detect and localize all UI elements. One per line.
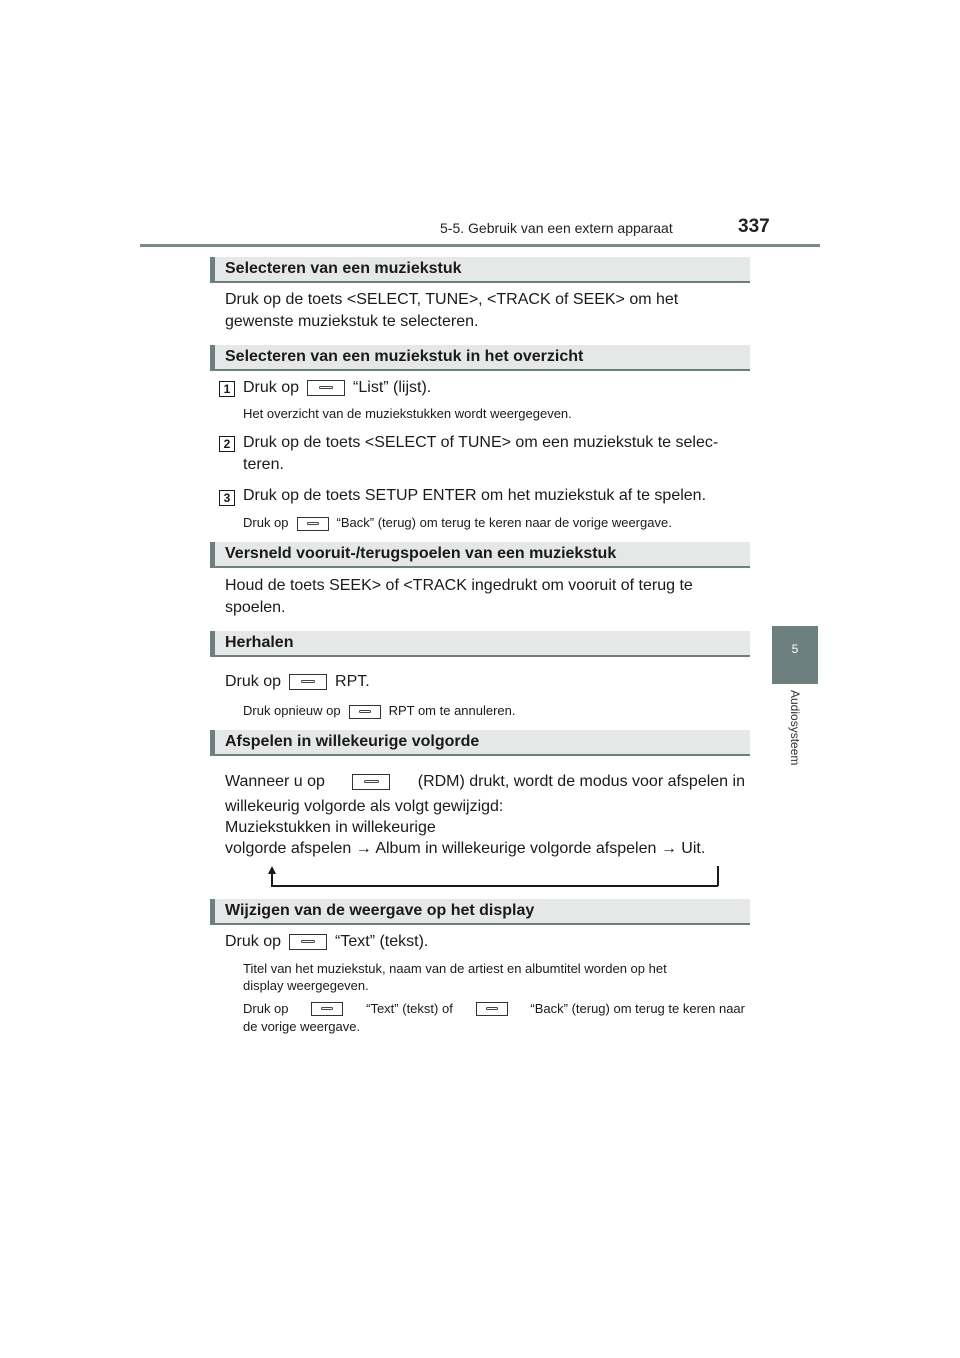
loop-right-line — [717, 866, 719, 886]
note — [243, 702, 516, 719]
note-suffix: “Back” (terug) om terug te keren naar de vorige weergave. — [336, 515, 672, 530]
step-text-suffix: “List” (lijst). — [353, 379, 432, 396]
section-title-bar — [210, 542, 750, 568]
section-title-bar — [210, 345, 750, 371]
loop-arrow-head — [268, 866, 276, 874]
note-suffix: “Back” (terug) om terug te keren naar — [530, 1001, 745, 1016]
paragraph-suffix: RPT. — [335, 673, 370, 690]
paragraph-prefix: Wanneer u op — [225, 773, 325, 790]
paragraph-line: Muziekstukken in willekeurige — [225, 819, 436, 836]
screen-button-icon — [297, 517, 329, 531]
paragraph-prefix: Druk op — [225, 933, 282, 950]
paragraph — [225, 671, 370, 693]
step-text-continuation: teren. — [243, 456, 284, 473]
page-number: 337 — [738, 216, 770, 237]
paragraph-prefix: Druk op — [225, 673, 282, 690]
step-number: 2 — [219, 436, 235, 452]
paragraph-line: willekeurig volgorde als volgt gewijzigd: — [225, 798, 504, 815]
note: Titel van het muziekstuk, naam van de artiest en albumtitel worden op het — [243, 961, 667, 976]
note-continuation: de vorige weergave. — [243, 1019, 361, 1034]
paragraph-line: volgorde afspelen → Album in willekeurige volgorde afspelen → Uit. — [225, 840, 706, 857]
step-number: 1 — [219, 381, 235, 397]
section-title: Afspelen in willekeurige volgorde — [225, 733, 480, 750]
section-title: Versneld vooruit-/terugspoelen van een muziekstuk — [225, 545, 617, 562]
section-title-bar — [210, 730, 750, 756]
screen-button-icon — [311, 1002, 343, 1016]
screen-button-icon — [289, 934, 327, 950]
note-suffix: RPT om te annuleren. — [388, 703, 516, 718]
paragraph — [225, 931, 428, 953]
section-heading: 5-5. Gebruik van een extern apparaat — [440, 220, 673, 236]
header-divider — [140, 244, 820, 247]
section-title-bar — [210, 631, 750, 657]
paragraph: Druk op de toets <SELECT, TUNE>, <TRACK of SEEK> om het — [225, 291, 679, 308]
loop-bottom-line — [271, 885, 718, 887]
section-title-bar — [210, 899, 750, 925]
note-prefix: Druk opnieuw op — [243, 703, 341, 718]
step-text: Druk op de toets SETUP ENTER om het muziekstuk af te spelen. — [243, 487, 707, 504]
note-prefix: Druk op — [243, 1001, 289, 1016]
paragraph-suffix: (RDM) drukt, wordt de modus voor afspelen in — [417, 773, 745, 790]
section-title: Wijzigen van de weergave op het display — [225, 902, 535, 919]
loop-arrow-shaft — [271, 872, 273, 886]
chapter-label: Audiosysteem — [788, 690, 802, 766]
note — [243, 1000, 745, 1017]
note-prefix: Druk op — [243, 515, 289, 530]
screen-button-icon — [476, 1002, 508, 1016]
paragraph-continuation: gewenste muziekstuk te selecteren. — [225, 313, 479, 330]
note-continuation: display weergegeven. — [243, 978, 369, 993]
step-text-prefix: Druk op — [243, 379, 300, 396]
screen-button-icon — [349, 705, 381, 719]
section-title-bar — [210, 257, 750, 283]
screen-button-icon — [307, 380, 345, 396]
chapter-label-container — [786, 690, 806, 810]
step-note: Het overzicht van de muziekstukken wordt weergegeven. — [243, 406, 572, 421]
step-number: 3 — [219, 490, 235, 506]
step-text: Druk op de toets <SELECT of TUNE> om een muziekstuk te selec- — [243, 434, 719, 451]
chapter-tab: 5 — [772, 626, 818, 684]
section-title: Herhalen — [225, 634, 294, 651]
paragraph — [225, 771, 745, 793]
note-middle: “Text” (tekst) of — [366, 1001, 453, 1016]
screen-button-icon — [289, 674, 327, 690]
section-title: Selecteren van een muziekstuk — [225, 260, 462, 277]
paragraph: Houd de toets SEEK> of <TRACK ingedrukt om vooruit of terug te — [225, 577, 693, 594]
section-title: Selecteren van een muziekstuk in het overzicht — [225, 348, 584, 365]
step-note — [243, 514, 672, 531]
paragraph-continuation: spoelen. — [225, 599, 286, 616]
screen-button-icon — [352, 774, 390, 790]
step-text — [243, 377, 431, 399]
paragraph-suffix: “Text” (tekst). — [335, 933, 429, 950]
